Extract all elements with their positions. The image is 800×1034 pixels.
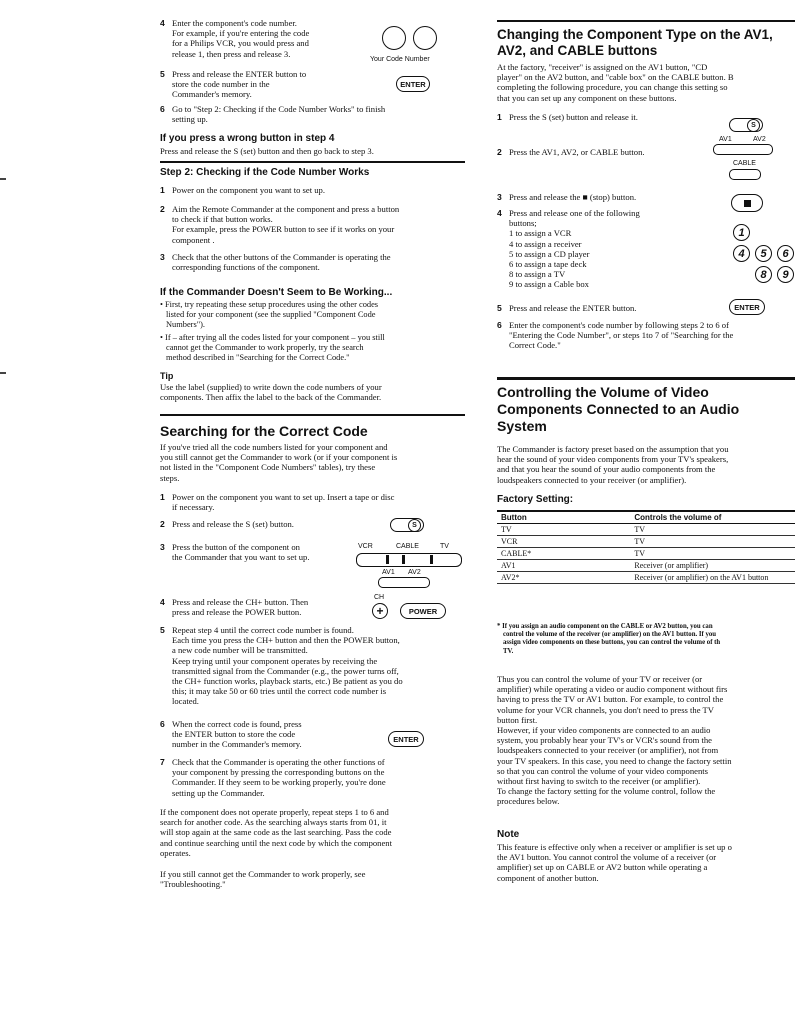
factory-setting-heading: Factory Setting: xyxy=(497,494,574,505)
step2-heading: Step 2: Checking if the Code Number Works xyxy=(160,167,370,178)
component-switch-illustration: VCR CABLE TV AV1 AV2 xyxy=(356,543,464,589)
digit-key-1: 1 xyxy=(733,224,750,241)
enter-button-illustration: ENTER xyxy=(388,731,424,747)
section-rule xyxy=(160,161,465,163)
search-intro: If you've tried all the code numbers listed for your component and you still cannot get the Commander to work (or if your component is not listed in the "Component Code Numbers" tables), try these steps. xyxy=(160,442,398,483)
search-heading: Searching for the Correct Code xyxy=(160,423,368,439)
table-row: CABLE* TV xyxy=(497,548,795,560)
table-row: AV1 Receiver (or amplifier) xyxy=(497,560,795,572)
stop-button-illustration xyxy=(731,194,763,212)
edge-mark xyxy=(0,372,6,374)
column-header: Controls the volume of xyxy=(630,511,795,524)
ch-label: CH xyxy=(374,594,385,601)
volume-intro: The Commander is factory preset based on the assumption that you hear the sound of your video components from your TV's speakers, and that you hear the sound of your audio components from the loudspeakers connected to your receiver (or amplifier). xyxy=(497,444,729,485)
s-key-icon: S xyxy=(408,519,421,532)
volume-body: Thus you can control the volume of your TV or receiver (or amplifier) while operating a video or audio component without firs having to press the TV or AV1 button. For example, to control the volume for your VCR channels, you don't need to press the TV button first. However, if your video components are connected to an audio system, you probably hear your TV's or VCR's sound from the loudspeakers connected to your receiver (or amplifier), not from your TV speakers. In this case, you need to change the factory settin so that you can control the volume of your video components without first having to switch to the receiver (or amplifier). To change the factory setting for the volume control, follow the procedures below. xyxy=(497,674,732,807)
code-digit-button xyxy=(413,26,437,50)
change-type-heading: Changing the Component Type on the AV1, AV2, and CABLE buttons xyxy=(497,27,773,58)
digit-key-6: 6 xyxy=(777,245,794,262)
digit-key-4: 4 xyxy=(733,245,750,262)
troubleshooting-ref: If you still cannot get the Commander to work properly, see "Troubleshooting." xyxy=(160,869,366,890)
digit-key-5: 5 xyxy=(755,245,772,262)
note-text: This feature is effective only when a receiver or amplifier is set up o the AV1 button. You cannot control the volume of a receiver (or amplifier) set up on CABLE or AV2 button while operating a component of another button. xyxy=(497,842,732,883)
your-code-number-label: Your Code Number xyxy=(370,56,430,63)
table-row: TV TV xyxy=(497,524,795,536)
wrong-button-text: Press and release the S (set) button and then go back to step 3. xyxy=(160,146,374,156)
set-button-illustration xyxy=(729,118,763,132)
digit-key-9: 9 xyxy=(777,266,794,283)
section-rule xyxy=(160,414,465,416)
stop-icon xyxy=(744,200,751,207)
set-button-illustration xyxy=(390,518,424,532)
bullet-list-item: • If – after trying all the codes listed for your component – you still cannot get the Commander to work properly, try the search method described in "Searching for the Correct Code." xyxy=(160,333,385,362)
section-rule xyxy=(497,20,795,22)
edge-mark xyxy=(0,178,6,180)
factory-setting-table xyxy=(497,510,795,584)
enter-button-illustration: ENTER xyxy=(729,299,765,315)
table-row: VCR TV xyxy=(497,536,795,548)
column-header: Button xyxy=(497,511,630,524)
search-fail-text: If the component does not operate properly, repeat steps 1 to 6 and search for another code. As the searching always starts from 01, it will stop again at the same code as the last searching. Pass the code and continue searching until the next code by which the component operates. xyxy=(160,807,392,858)
ch-plus-icon: + xyxy=(372,603,388,619)
bullet-list-item: • First, try repeating these setup procedures using the other codes listed for your component (see the supplied "Component Code Numbers"). xyxy=(160,300,379,329)
s-key-icon: S xyxy=(747,119,760,132)
table-row: AV2* Receiver (or amplifier) on the AV1 button xyxy=(497,572,795,584)
code-digit-button xyxy=(382,26,406,50)
tip-text: Use the label (supplied) to write down the code numbers of your components. Then affix the label to the back of the Commander. xyxy=(160,382,382,403)
step-text: Enter the component's code number. For example, if you're entering the code for a Philips VCR, you would press and release 1, then press and release 3. xyxy=(172,18,310,59)
av-cable-keys-illustration: AV1 AV2 CABLE xyxy=(713,136,777,186)
note-heading: Note xyxy=(497,829,520,840)
change-intro: At the factory, "receiver" is assigned on the AV1 button, "CD player" on the AV2 button, and "cable box" on the CABLE button. B completing the following procedure, you can change this setting so that you can set up any component on these buttons. xyxy=(497,62,734,103)
digit-key-8: 8 xyxy=(755,266,772,283)
table-header-row xyxy=(497,511,795,524)
not-working-heading: If the Commander Doesn't Seem to Be Working... xyxy=(160,287,393,298)
section-rule xyxy=(497,377,795,380)
enter-button-illustration: ENTER xyxy=(396,76,430,92)
table-footnote: * If you assign an audio component on the CABLE or AV2 button, you can control the volume of the receiver (or amplifier) on the AV1 button. If you assign video components on these buttons, you can control the volume of th TV. xyxy=(497,623,721,655)
tip-heading: Tip xyxy=(160,371,174,381)
power-button-illustration: POWER xyxy=(400,603,446,619)
wrong-button-heading: If you press a wrong button in step 4 xyxy=(160,133,335,144)
volume-heading: Controlling the Volume of Video Components Connected to an Audio System xyxy=(497,384,740,434)
